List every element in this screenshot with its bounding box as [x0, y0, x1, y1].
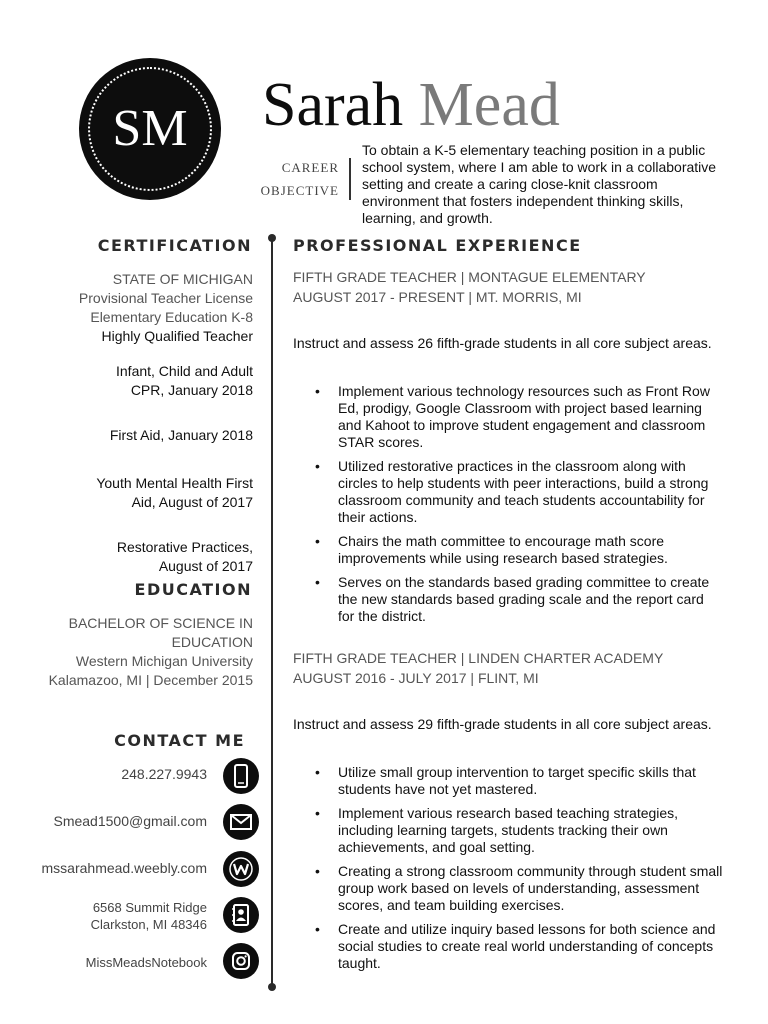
cert-cpr	[116, 362, 253, 400]
timeline-dot-bottom	[268, 983, 276, 991]
contact-email[interactable]: Smead1500@gmail.com	[53, 813, 207, 829]
contact-address-line1: 6568 Summit Ridge	[92, 900, 207, 915]
job-2-bullet-4: • Create and utilize inquiry based lessons for both science and social studies to create real world understanding of concepts taught.	[338, 921, 723, 972]
objective-text: To obtain a K-5 elementary teaching position in a public school system, where I am able to work in a collaborative setting and create a caring close-knit classroom environment that fosters independent thinking skills, learning, and growth.	[362, 142, 717, 226]
job-2-bullet-2: • Implement various research based teaching strategies, including learning targets, students tracking their own achievements, and goal setting.	[338, 805, 723, 856]
job-2-summary: Instruct and assess 29 fifth-grade students in all core subject areas.	[293, 716, 712, 732]
education-block	[49, 614, 253, 690]
education-school: Western Michigan University	[75, 653, 253, 669]
job-2-bullet-3: • Creating a strong classroom community through student small group work based on levels of understanding, assessment scores, and team building exercises.	[338, 863, 723, 914]
job-1-bullet-3: • Chairs the math committee to encourage math score improvements while using research based strategies.	[338, 533, 723, 567]
job-1-dates: AUGUST 2017 - PRESENT | MT. MORRIS, MI	[293, 289, 582, 305]
cert-qualified: Highly Qualified Teacher	[101, 328, 253, 344]
job-2-dates: AUGUST 2016 - JULY 2017 | FLINT, MI	[293, 670, 539, 686]
cert-youth-mental-health	[96, 474, 253, 512]
education-heading: EDUCATION	[134, 580, 252, 599]
contact-phone[interactable]: 248.227.9943	[121, 766, 207, 782]
job-1-bullets	[293, 383, 723, 632]
first-name: Sarah	[262, 71, 404, 139]
job-1-bullet-1: • Implement various technology resources such as Front Row Ed, prodigy, Google Classroom with project based learning and Kahoot to improve student engagement and classroom STAR scores.	[338, 383, 723, 451]
timeline-dot-top	[268, 234, 276, 242]
cert-first-aid: First Aid, January 2018	[109, 427, 253, 443]
instagram-icon[interactable]	[223, 943, 259, 979]
job-2-title: FIFTH GRADE TEACHER | LINDEN CHARTER ACADEMY	[293, 650, 664, 666]
objective-label	[244, 156, 339, 202]
job-2-bullet-1: • Utilize small group intervention to target specific skills that students have not yet mastered.	[338, 764, 723, 798]
certification-heading: CERTIFICATION	[97, 236, 252, 255]
education-degree-line1: BACHELOR OF SCIENCE IN	[68, 615, 253, 631]
job-1-title: FIFTH GRADE TEACHER | MONTAGUE ELEMENTARY	[293, 269, 646, 285]
last-name: Mead	[418, 71, 560, 139]
experience-heading: PROFESSIONAL EXPERIENCE	[293, 236, 582, 255]
certification-license-block	[79, 270, 253, 327]
education-degree-line2: EDUCATION	[171, 634, 253, 650]
cert-rp-line2: August of 2017	[158, 558, 253, 574]
weebly-icon[interactable]	[223, 851, 259, 887]
contact-heading: CONTACT ME	[114, 731, 245, 750]
phone-icon[interactable]	[223, 758, 259, 794]
cert-endorsement: Elementary Education K-8	[90, 309, 253, 325]
contact-website[interactable]: mssarahmead.weebly.com	[41, 860, 207, 876]
objective-label-line1: CAREER	[281, 160, 339, 175]
cert-cpr-line2: CPR, January 2018	[130, 382, 253, 398]
monogram-badge	[79, 58, 221, 200]
contact-instagram[interactable]: MissMeadsNotebook	[85, 955, 207, 970]
education-location-date: Kalamazoo, MI | December 2015	[48, 672, 253, 688]
job-1-bullet-2: • Utilized restorative practices in the classroom along with circles to help students with peer interactions, build a strong classroom community and teach students accountability for their actions.	[338, 458, 723, 526]
address-book-icon[interactable]	[223, 897, 259, 933]
monogram-initials: SM	[112, 100, 188, 157]
cert-ymh-line2: Aid, August of 2017	[131, 494, 253, 510]
objective-label-line2: OBJECTIVE	[260, 183, 339, 198]
job-1-summary: Instruct and assess 26 fifth-grade students in all core subject areas.	[293, 335, 712, 351]
candidate-name	[262, 70, 560, 140]
timeline-line	[271, 238, 273, 988]
contact-address-line2: Clarkston, MI 48346	[90, 917, 207, 932]
job-2-bullets	[293, 764, 723, 979]
cert-ymh-line1: Youth Mental Health First	[96, 475, 253, 491]
cert-cpr-line1: Infant, Child and Adult	[116, 363, 253, 379]
cert-restorative-practices	[117, 538, 253, 576]
objective-divider	[349, 158, 351, 200]
mail-icon[interactable]	[223, 804, 259, 840]
cert-rp-line1: Restorative Practices,	[116, 539, 253, 555]
cert-state: STATE OF MICHIGAN	[112, 271, 253, 287]
job-1-bullet-4: • Serves on the standards based grading committee to create the new standards based grading scale and the report card for the district.	[338, 574, 723, 625]
cert-license: Provisional Teacher License	[78, 290, 253, 306]
contact-address	[91, 899, 207, 933]
